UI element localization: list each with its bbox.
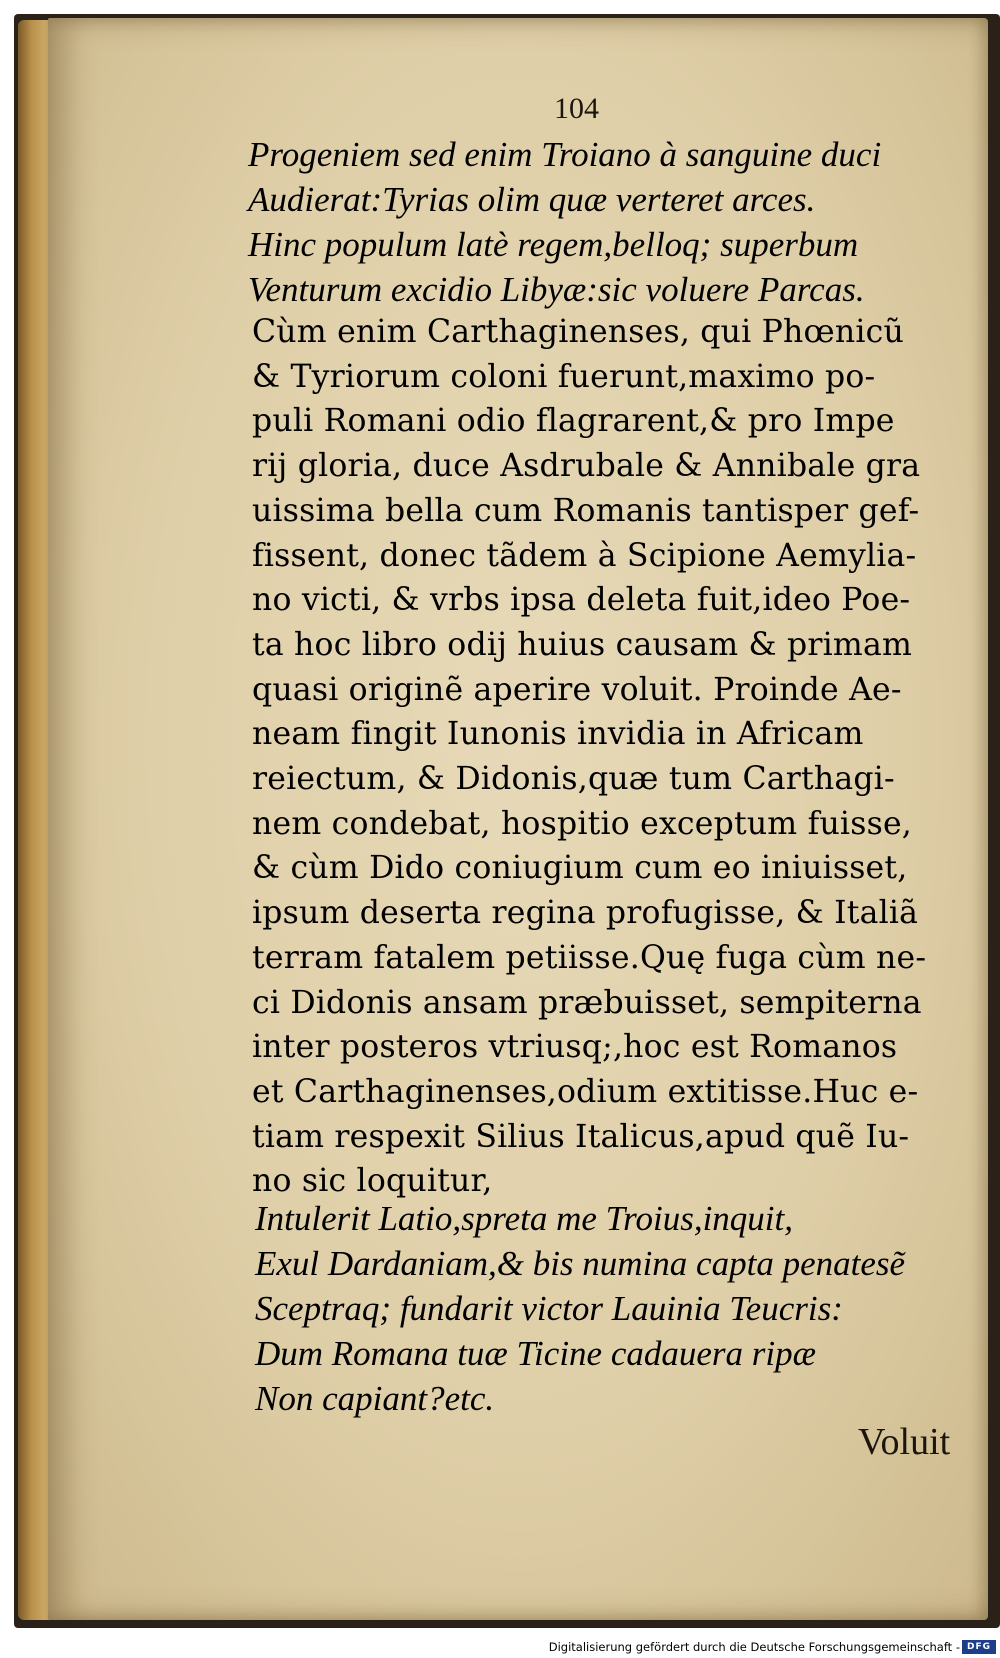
prose-line: uissima bella cum Romanis tantisper gef- bbox=[252, 492, 920, 529]
verse-line: Intulerit Latio,spreta me Troius,inquit, bbox=[255, 1199, 794, 1238]
prose-line: ta hoc libro odij huius causam & primam bbox=[252, 626, 913, 663]
verse-line: Progeniem sed enim Troiano à sanguine duci bbox=[248, 135, 882, 174]
verse-line: Exul Dardaniam,& bis numina capta penatesẽ bbox=[255, 1244, 906, 1283]
prose-line: & cùm Dido coniugium cum eo iniuisset, bbox=[252, 850, 908, 887]
prose-commentary bbox=[252, 310, 926, 1204]
verse-line: Non capiant?etc. bbox=[255, 1379, 495, 1418]
prose-line: no victi, & vrbs ipsa deleta fuit,ideo Poe- bbox=[252, 582, 911, 619]
prose-line: nem condebat, hospitio exceptum fuisse, bbox=[252, 805, 912, 842]
prose-line: et Carthaginenses,odium extitisse.Huc e- bbox=[252, 1073, 919, 1110]
prose-line: reiectum, & Didonis,quæ tum Carthagi- bbox=[252, 761, 895, 798]
dfg-logo-icon: DFG bbox=[962, 1640, 996, 1654]
prose-line: puli Romani odio flagrarent,& pro Impe bbox=[252, 403, 895, 440]
verse-block-bottom bbox=[255, 1196, 905, 1421]
verse-line: Hinc populum latè regem,belloq; superbum bbox=[248, 225, 859, 264]
catchword: Voluit bbox=[858, 1421, 951, 1463]
prose-line: neam fingit Iunonis invidia in Africam bbox=[252, 716, 864, 753]
prose-line: ipsum deserta regina profugisse, & Italiã bbox=[252, 895, 919, 932]
verse-line: Dum Romana tuæ Ticine cadauera ripæ bbox=[255, 1334, 816, 1373]
prose-line: Cùm enim Carthaginenses, qui Phœnicũ bbox=[252, 314, 904, 350]
verse-line: Sceptraq; fundarit victor Lauinia Teucris: bbox=[255, 1289, 843, 1328]
prose-line: no sic loquitur, bbox=[252, 1163, 493, 1200]
prose-line: rij gloria, duce Asdrubale & Annibale gra bbox=[252, 448, 921, 485]
verse-block-top bbox=[248, 132, 881, 312]
page-number: 104 bbox=[554, 92, 599, 125]
verse-line: Venturum excidio Libyæ:sic voluere Parcas. bbox=[248, 270, 865, 309]
verse-line: Audierat:Tyrias olim quæ verteret arces. bbox=[248, 180, 816, 219]
prose-line: fissent, donec tãdem à Scipione Aemylia- bbox=[252, 537, 917, 574]
prose-line: tiam respexit Silius Italicus,apud quẽ Iu- bbox=[252, 1118, 910, 1155]
prose-line: ci Didonis ansam præbuisset, sempiterna bbox=[252, 984, 922, 1021]
prose-line: inter posteros vtriusq;,hoc est Romanos bbox=[252, 1029, 898, 1066]
prose-line: quasi originẽ aperire voluit. Proinde Ae- bbox=[252, 671, 902, 708]
footer-credit: Digitalisierung gefördert durch die Deutsche Forschungsgemeinschaft - bbox=[548, 1640, 960, 1654]
prose-line: terram fatalem petiisse.Quę fuga cùm ne- bbox=[252, 939, 927, 976]
prose-line: & Tyriorum coloni fuerunt,maximo po- bbox=[252, 358, 876, 395]
